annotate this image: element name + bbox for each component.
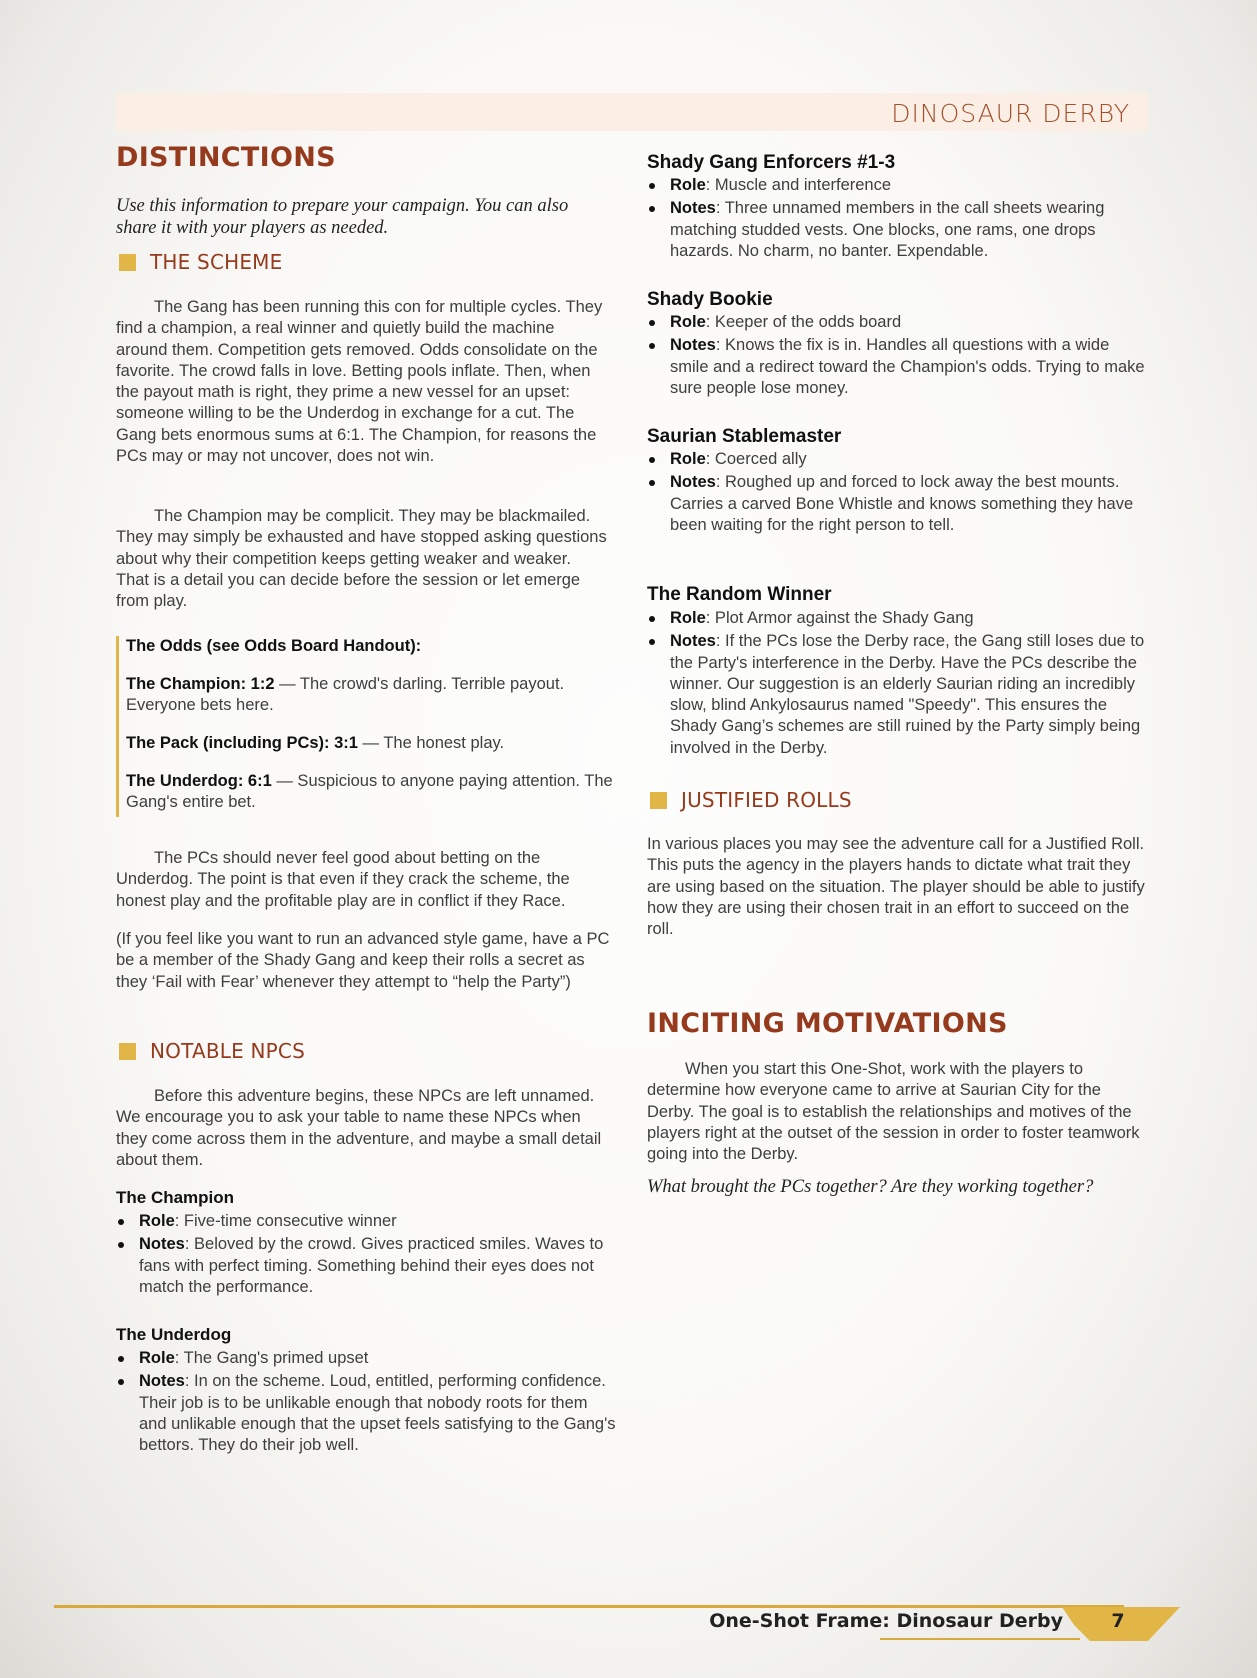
chapter-title-distinctions: DISTINCTIONS: [116, 142, 336, 173]
scheme-paragraph-1: The Gang has been running this con for multiple cycles. They find a champion, a real winner and quietly build the machine around them. Competition gets removed. Odds consolidate on the favorite. The crowd falls in love. Betting pools inflate. Then, when the payout math is right, they prime a new vessel for an upset: someone willing to be the Underdog in exchange for a cut. The Gang bets enormous sums at 6:1. The Champion, for reasons the PCs may or may not uncover, does not win.: [116, 298, 603, 466]
list-item: [647, 175, 1149, 196]
footer-rule: [54, 1605, 1124, 1608]
npc-bookie-list: [647, 312, 1149, 401]
npc-stablemaster-list: [647, 449, 1149, 538]
section-heading-scheme: [116, 250, 282, 274]
list-item: [647, 198, 1149, 262]
notes-label: Notes: [670, 632, 716, 651]
odds-champion: [126, 674, 616, 717]
odds-pack-text: — The honest play.: [357, 734, 505, 752]
footer-title: One-Shot Frame: Dinosaur Derby: [709, 1610, 1063, 1632]
list-item: [647, 335, 1149, 399]
notes-label: Notes: [670, 473, 716, 492]
npc-name-random-winner: The Random Winner: [647, 584, 832, 605]
npc-name-stablemaster: Saurian Stablemaster: [647, 426, 842, 447]
odds-pack-label: The Pack (including PCs): 3:1: [126, 734, 358, 752]
role-text: : Coerced ally: [705, 450, 807, 468]
notes-text: : In on the scheme. Loud, entitled, performing confidence. Their job is to be unlikable enough that nobody roots for them and unlikable enough that the upset feels satisfying to the Gang's bettors. They do their job well.: [139, 1372, 616, 1455]
running-header-title: DINOSAUR DERBY: [891, 99, 1130, 128]
list-item: [647, 312, 1149, 333]
notes-text: : If the PCs lose the Derby race, the Gang still loses due to the Party's interference in the Derby. Have the PCs describe the winner. Our suggestion is an elderly Saurian riding an incredibly slow, blind Ankylosaurus named "Speedy". This ensures the Shady Gang’s schemes are still ruined by the Party simply being involved in the Derby.: [670, 632, 1145, 757]
list-item: [116, 1348, 616, 1369]
role-label: Role: [670, 609, 706, 627]
odds-champion-label: The Champion: 1:2: [126, 675, 275, 693]
advanced-paragraph: (If you feel like you want to run an advanced style game, have a PC be a member of the Shady Gang and keep their rolls a secret as they ‘Fail with Fear’ whenever they attempt to “help the Party”): [116, 930, 610, 991]
role-text: : Keeper of the odds board: [705, 313, 902, 331]
role-label: Role: [139, 1349, 175, 1367]
odds-champion-text: — The crowd's darling. Terrible payout. Everyone bets here.: [126, 675, 565, 715]
npc-enforcers-list: [647, 175, 1149, 264]
section-heading-label: THE SCHEME: [150, 250, 283, 274]
square-bullet-icon: [119, 1043, 136, 1060]
inciting-text: When you start this One-Shot, work with the players to determine how everyone came to arrive at Saurian City for the Derby. The goal is to establish the relationships and motives of the players right at the outset of the session in order to foster teamwork going into the Derby.: [647, 1060, 1140, 1164]
notes-text: : Roughed up and forced to lock away the best mounts. Carries a carved Bone Whistle and knows something they have been waiting for the right person to tell.: [670, 473, 1134, 534]
list-item: [116, 1211, 616, 1232]
npc-name-enforcers: Shady Gang Enforcers #1-3: [647, 152, 896, 173]
footer-title-underline: [880, 1638, 1080, 1640]
odds-callout: [116, 636, 626, 817]
npcs-intro: Before this adventure begins, these NPCs are left unnamed. We encourage you to ask your table to name these NPCs when they come across them in the adventure, and maybe a small detail about them.: [116, 1087, 602, 1169]
npc-underdog-list: [116, 1348, 616, 1458]
npc-champion-list: [116, 1211, 616, 1300]
role-text: : Muscle and interference: [705, 176, 892, 194]
role-text: : The Gang's primed upset: [174, 1349, 369, 1367]
odds-underdog: [126, 771, 616, 814]
list-item: [647, 631, 1149, 759]
odds-underdog-label: The Underdog: 6:1: [126, 772, 272, 790]
role-label: Role: [670, 450, 706, 468]
role-label: Role: [670, 176, 706, 194]
notes-label: Notes: [139, 1372, 185, 1391]
odds-pack: [126, 733, 616, 754]
section-heading-npcs: [116, 1039, 305, 1063]
running-header: [116, 93, 1148, 131]
npc-name-underdog: The Underdog: [116, 1325, 232, 1344]
notes-text: : Beloved by the crowd. Gives practiced smiles. Waves to fans with perfect timing. Something behind their eyes does not match the performance.: [139, 1235, 604, 1296]
notes-text: : Three unnamed members in the call sheets wearing matching studded vests. One blocks, one rams, one drops hazards. No charm, no banter. Expendable.: [670, 199, 1105, 260]
role-label: Role: [139, 1212, 175, 1230]
notes-label: Notes: [670, 336, 716, 355]
odds-title: The Odds (see Odds Board Handout):: [126, 637, 422, 655]
notes-text: : Knows the fix is in. Handles all questions with a wide smile and a redirect toward the Champion's odds. Trying to make sure people lose money.: [670, 336, 1145, 397]
list-item: [647, 608, 1149, 629]
notes-label: Notes: [139, 1235, 185, 1254]
list-item: [647, 472, 1149, 536]
justified-rolls-text: In various places you may see the adventure call for a Justified Roll. This puts the agency in the players hands to dictate what trait they are using based on the situation. The player should be able to justify how they are using their chosen trait in an effort to succeed on the roll.: [647, 835, 1145, 939]
scheme-paragraph-2: The Champion may be complicit. They may be blackmailed. They may simply be exhausted and have stopped asking questions about why their competition keeps getting weaker and weaker. That is a detail you can decide before the session or let emerge from play.: [116, 507, 607, 611]
npc-name-champion: The Champion: [116, 1188, 235, 1207]
role-text: : Plot Armor against the Shady Gang: [705, 609, 974, 627]
odds-underdog-text: — Suspicious to anyone paying attention. The Gang's entire bet.: [126, 772, 613, 812]
list-item: [116, 1234, 616, 1298]
section-heading-label: JUSTIFIED ROLLS: [681, 788, 852, 812]
section-heading-justified-rolls: [647, 788, 852, 812]
role-text: : Five-time consecutive winner: [174, 1212, 397, 1230]
notes-label: Notes: [670, 199, 716, 218]
list-item: [647, 449, 1149, 470]
npc-winner-list: [647, 608, 1149, 761]
role-label: Role: [670, 313, 706, 331]
square-bullet-icon: [650, 792, 667, 809]
square-bullet-icon: [119, 254, 136, 271]
list-item: [116, 1371, 616, 1456]
inciting-question: What brought the PCs together? Are they working together?: [647, 1177, 1094, 1197]
page-number: 7: [1111, 1610, 1125, 1632]
chapter-title-inciting-motivations: INCITING MOTIVATIONS: [647, 1008, 1008, 1039]
intro-text: Use this information to prepare your campaign. You can also share it with your players as needed.: [116, 196, 569, 238]
section-heading-label: NOTABLE NPCS: [150, 1039, 305, 1063]
npc-name-bookie: Shady Bookie: [647, 289, 773, 310]
betting-paragraph: The PCs should never feel good about betting on the Underdog. The point is that even if they crack the scheme, the honest play and the profitable play are in conflict if they Race.: [116, 849, 570, 910]
